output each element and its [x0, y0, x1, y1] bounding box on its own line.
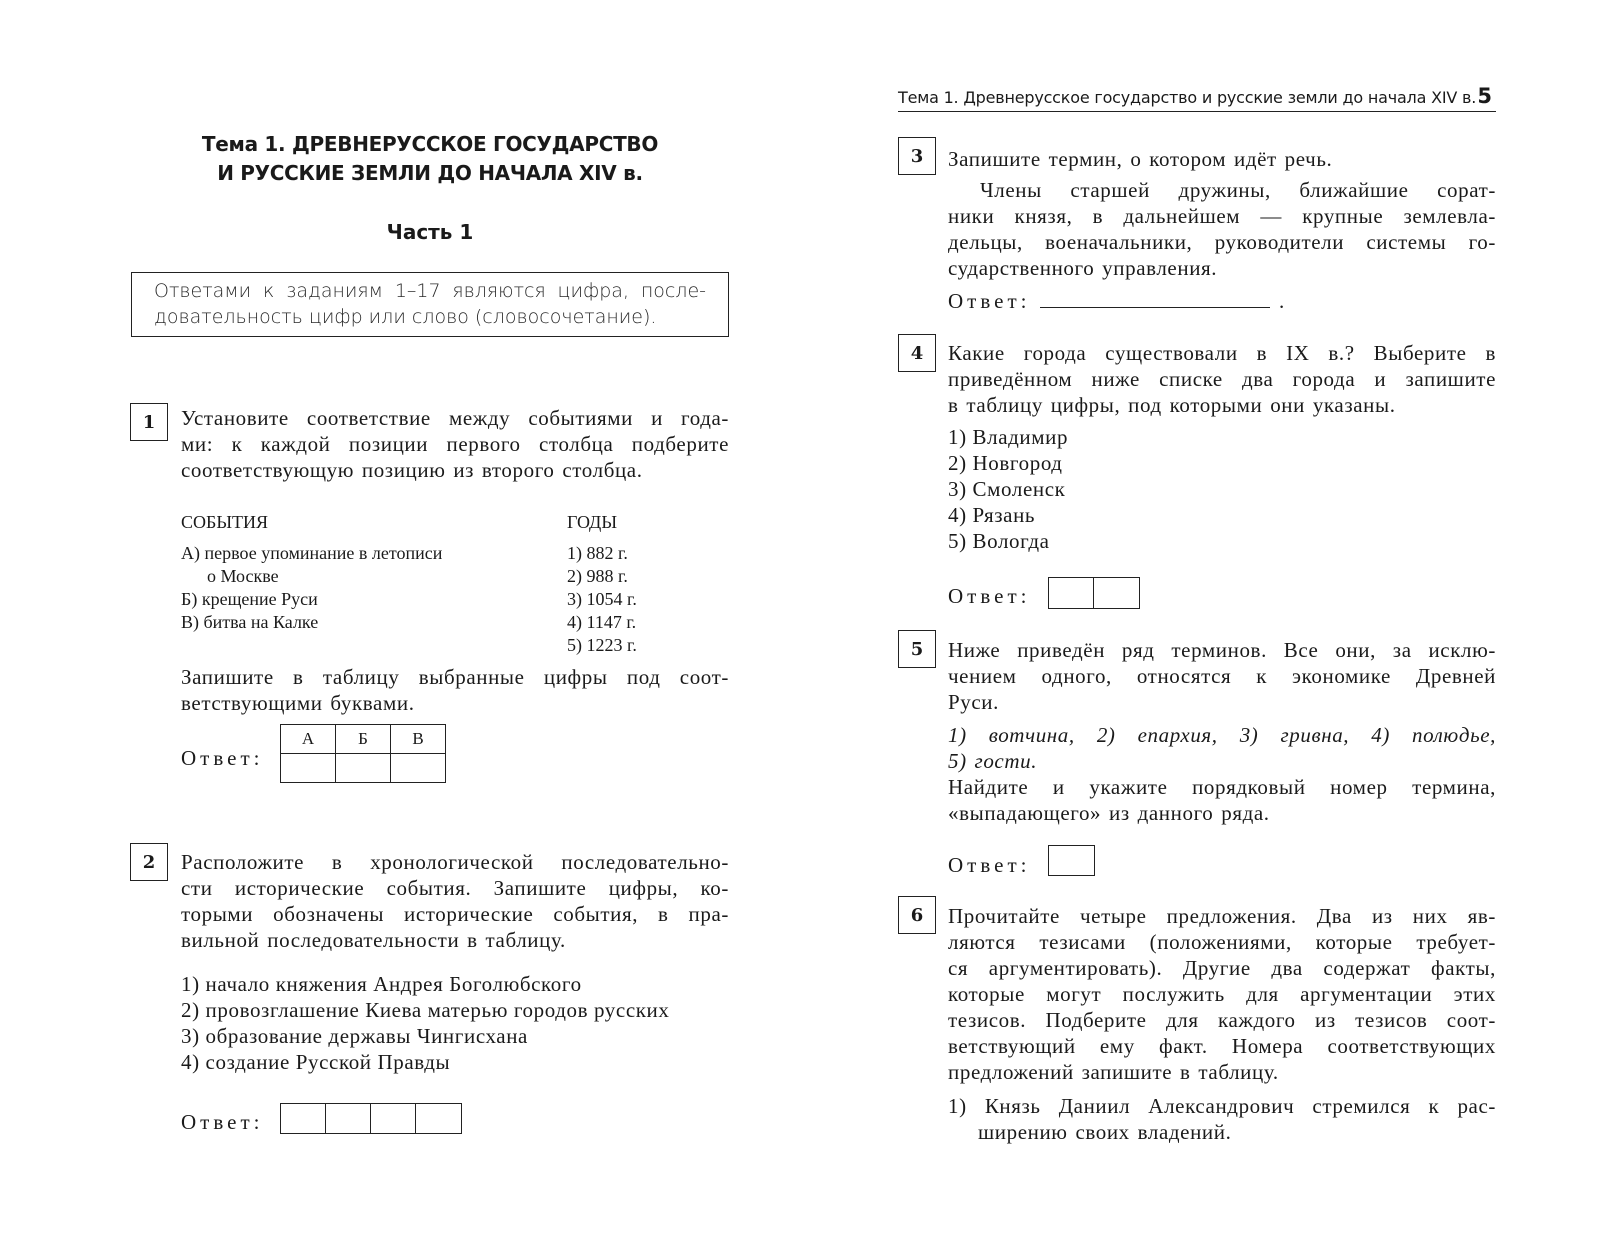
task-2-item-2: 2) провозглашение Киева матерью городов русских: [181, 998, 670, 1022]
task-5-terms-line-2: 5) гости.: [948, 749, 1038, 773]
task-number-2: 2: [130, 843, 168, 881]
task-5-answer-cell-1[interactable]: [1049, 846, 1094, 875]
task-5-text: [948, 637, 1496, 715]
running-head: [898, 86, 1496, 112]
task-1-line-3: соответствующую позицию из второго столбца.: [181, 458, 643, 482]
task-3-answer-end: .: [1278, 289, 1289, 313]
task-1-instruction: [181, 664, 729, 716]
task-number-4: 4: [898, 334, 936, 372]
task-number-6: 6: [898, 896, 936, 934]
task-number-1: 1: [130, 403, 168, 441]
task-2-answer-cell-3[interactable]: [371, 1104, 416, 1133]
task-4-text: [948, 340, 1496, 418]
part-title: Часть 1: [386, 220, 474, 244]
task-2-answer-cell-2[interactable]: [326, 1104, 371, 1133]
task-5-answer-cells: [1048, 845, 1095, 876]
task-4-line-2: приведённом ниже списке два города и запишите: [948, 367, 1496, 391]
answer-header-v: В: [391, 725, 446, 754]
task-2-answer-cells: [280, 1103, 462, 1134]
task-2-item-3: 3) образование державы Чингисхана: [181, 1024, 528, 1048]
task-3-answer-blank[interactable]: [1040, 289, 1270, 308]
task-number-5: 5: [898, 630, 936, 668]
answer-header-b: Б: [336, 725, 391, 754]
year-2: 2) 988 г.: [567, 566, 628, 586]
task-4-answer-label: Ответ:: [948, 584, 1031, 608]
task-6-item-1-line-1: 1) Князь Даниил Александрович стремился к рас-: [948, 1094, 1496, 1118]
task-3-answer-label: Ответ:: [948, 289, 1031, 313]
answer-cell-a[interactable]: [281, 754, 336, 783]
year-5: 5) 1223 г.: [567, 635, 637, 655]
chapter-title-line-2: И РУССКИЕ ЗЕМЛИ ДО НАЧАЛА XIV в.: [217, 161, 643, 185]
answer-cell-v[interactable]: [391, 754, 446, 783]
task-4-item-1: 1) Владимир: [948, 425, 1069, 449]
answer-cell-b[interactable]: [336, 754, 391, 783]
chapter-title-line-1: Тема 1. ДРЕВНЕРУССКОЕ ГОСУДАРСТВО: [201, 132, 659, 156]
instructions-note-box: [131, 272, 729, 337]
task-3-prompt: Запишите термин, о котором идёт речь.: [948, 147, 1333, 171]
task-6-line-5: тезисов. Подберите для каждого из тезисов соот-: [948, 1008, 1496, 1032]
task-6-line-6: ветствующий ему факт. Номера соответствующих: [948, 1034, 1496, 1058]
task-1-text: [181, 405, 729, 483]
task-1-line-2: ми: к каждой позиции первого столбца подберите: [181, 432, 729, 456]
year-1: 1) 882 г.: [567, 543, 628, 563]
task-3-definition: [948, 177, 1496, 281]
task-4-item-3: 3) Смоленск: [948, 477, 1066, 501]
running-head-title: Тема 1. Древнерусское государство и русские земли до начала XIV в.: [898, 88, 1477, 107]
task-4-item-5: 5) Вологда: [948, 529, 1050, 553]
task-4-item-4: 4) Рязань: [948, 503, 1036, 527]
task-1-line-1: Установите соответствие между событиями и года-: [181, 406, 729, 430]
task-3-line-2: ники князя, в дальнейшем — крупные землевла-: [948, 204, 1496, 228]
task-6-line-3: ся аргументировать). Другие два содержат факты,: [948, 956, 1496, 980]
task-2-answer-label: Ответ:: [181, 1110, 264, 1134]
task-4-items: [948, 424, 1068, 554]
task-4-answer-cell-1[interactable]: [1049, 578, 1094, 608]
task-5-answer-label: Ответ:: [948, 853, 1031, 877]
note-line-2: довательность цифр или слово (словосочетание).: [154, 306, 657, 328]
answer-header-a: А: [281, 725, 336, 754]
task-1-answer-label: Ответ:: [181, 746, 264, 770]
task-5-instruction: [948, 774, 1496, 826]
task-6-item-1: [948, 1093, 1496, 1145]
task-6-line-7: предложений запишите в таблицу.: [948, 1060, 1279, 1084]
task-4-line-1: Какие города существовали в IX в.? Выберите в: [948, 341, 1496, 365]
event-b: Б) крещение Руси: [181, 589, 318, 609]
events-column-header: СОБЫТИЯ: [181, 512, 269, 532]
events-list: [181, 542, 442, 634]
task-6-line-2: ляются тезисами (положениями, которые требует-: [948, 930, 1496, 954]
task-3-answer-row: [948, 289, 1288, 314]
task-2-text: [181, 849, 729, 953]
task-2-items: [181, 971, 670, 1075]
task-5-line-2: чением одного, относятся к экономике Древней: [948, 664, 1496, 688]
task-5-line-3: Руси.: [948, 690, 999, 714]
task-4-answer-cells: [1048, 577, 1140, 609]
event-a-continuation: о Москве: [207, 566, 279, 586]
task-2-item-1: 1) начало княжения Андрея Боголюбского: [181, 972, 582, 996]
task-4-item-2: 2) Новгород: [948, 451, 1063, 475]
task-2-line-3: торыми обозначены исторические события, в пра-: [181, 902, 729, 926]
years-column-header: ГОДЫ: [567, 512, 618, 532]
task-5-instruction-line-2: «выпадающего» из данного ряда.: [948, 801, 1270, 825]
event-c: В) битва на Калке: [181, 612, 319, 632]
years-list: [567, 542, 637, 657]
page-number: 5: [1477, 84, 1492, 108]
task-number-3: 3: [898, 137, 936, 175]
task-5-terms-line-1: 1) вотчина, 2) епархия, 3) гривна, 4) полюдье,: [948, 723, 1496, 747]
task-4-answer-cell-2[interactable]: [1094, 578, 1139, 608]
task-3-line-4: сударственного управления.: [948, 256, 1218, 280]
task-2-answer-cell-4[interactable]: [416, 1104, 461, 1133]
task-6-line-1: Прочитайте четыре предложения. Два из них яв-: [948, 904, 1496, 928]
task-1-instruction-line-1: Запишите в таблицу выбранные цифры под соот-: [181, 665, 729, 689]
task-6-line-4: которые могут послужить для аргументации этих: [948, 982, 1496, 1006]
task-6-text: [948, 903, 1496, 1085]
task-2-line-1: Расположите в хронологической последовательно-: [181, 850, 729, 874]
task-1-instruction-line-2: ветствующими буквами.: [181, 691, 415, 715]
year-3: 3) 1054 г.: [567, 589, 637, 609]
year-4: 4) 1147 г.: [567, 612, 637, 632]
task-2-line-2: сти исторические события. Запишите цифры, ко-: [181, 876, 729, 900]
task-5-instruction-line-1: Найдите и укажите порядковый номер термина,: [948, 775, 1496, 799]
event-a: А) первое упоминание в летописи: [181, 543, 443, 563]
task-5-terms: [948, 722, 1496, 774]
task-3-line-3: дельцы, военачальники, руководители системы го-: [948, 230, 1496, 254]
task-3-line-1: Члены старшей дружины, ближайшие сорат-: [980, 178, 1496, 202]
chapter-title: [130, 130, 730, 188]
task-2-line-4: вильной последовательности в таблицу.: [181, 928, 566, 952]
task-2-item-4: 4) создание Русской Правды: [181, 1050, 451, 1074]
task-1-answer-table: [280, 724, 446, 783]
task-5-line-1: Ниже приведён ряд терминов. Все они, за исклю-: [948, 638, 1496, 662]
task-6-item-1-line-2: ширению своих владений.: [978, 1120, 1232, 1144]
note-line-1: Ответами к заданиям 1–17 являются цифра, после-: [154, 280, 706, 302]
task-4-line-3: в таблицу цифры, под которыми они указаны.: [948, 393, 1396, 417]
task-2-answer-cell-1[interactable]: [281, 1104, 326, 1133]
